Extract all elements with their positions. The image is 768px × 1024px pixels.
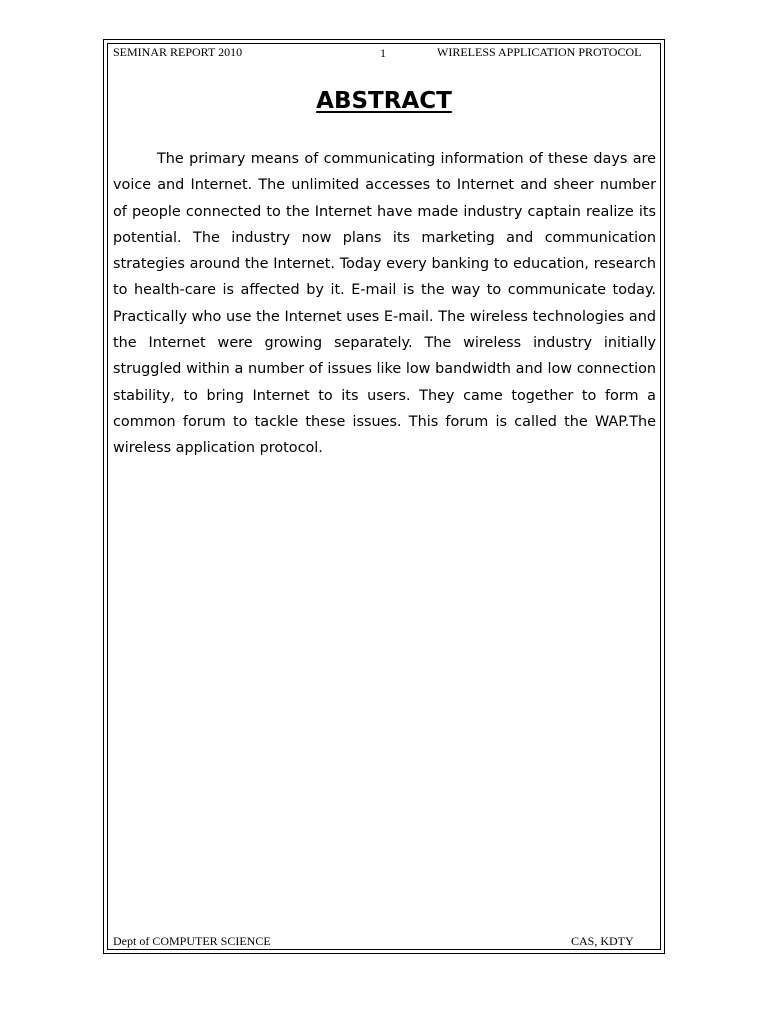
header-report-title: SEMINAR REPORT 2010 [113,45,243,59]
header-topic: WIRELESS APPLICATION PROTOCOL [437,45,642,59]
footer-institution: CAS, KDTY [571,934,634,948]
page-title: ABSTRACT [316,88,452,114]
abstract-paragraph: The primary means of communicating information of these days are voice and Internet. The unlimited accesses to Internet and sheer number of people connected to the Internet have made industry captain realize its potential. The industry now plans its marketing and communication strategies around the Internet. Today every banking to education, research to health-care is affected by it. E-mail is the way to communicate today. Practically who use the Internet uses E-mail. The wireless technologies and the Internet were growing separately. The wireless industry initially struggled within a number of issues like low bandwidth and low connection stability, to bring Internet to its users. They came together to form a common forum to tackle these issues. This forum is called the WAP.The wireless application protocol. [113,151,656,457]
header-page-number: 1 [380,46,386,60]
footer-department: Dept of COMPUTER SCIENCE [113,934,271,948]
